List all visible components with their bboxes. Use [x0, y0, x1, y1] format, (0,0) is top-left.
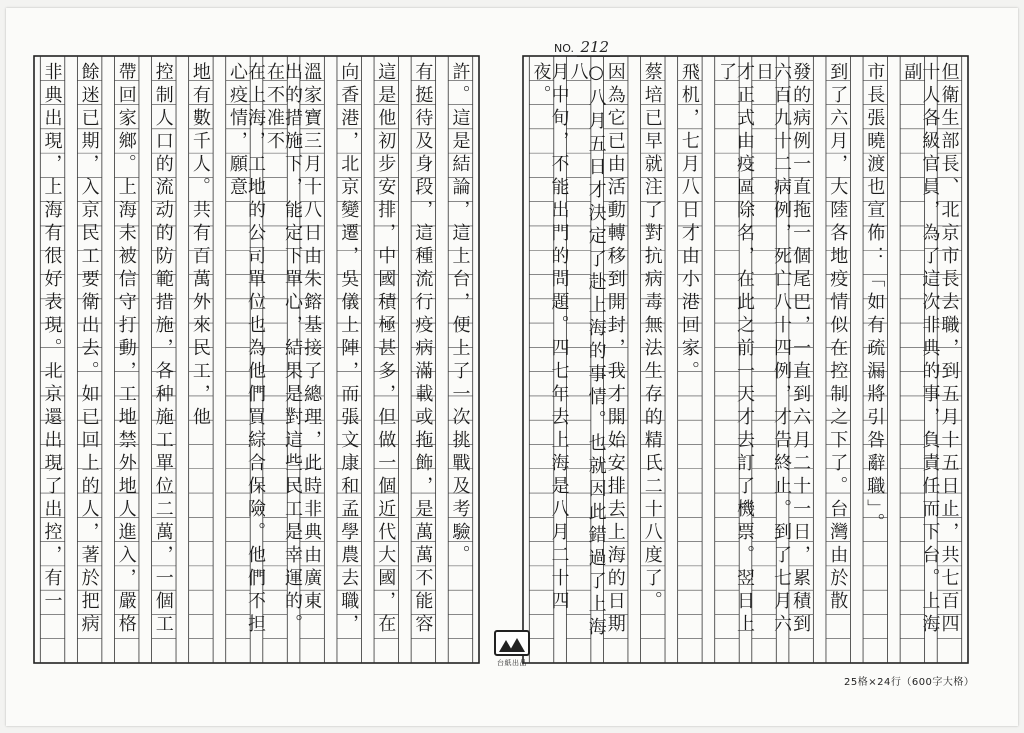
- manuscript-column: 十人各級官員，為了這次非典的事，負責任而下台。上海副: [901, 62, 941, 637]
- manuscript-column: 控制人口的流动的防範措施，各种施工單位二萬，一個工: [152, 62, 174, 637]
- grid-spec-footer: 25格×24行（600字大格）: [844, 677, 975, 688]
- publisher-label: 台紙出品: [497, 659, 527, 667]
- manuscript-column: 因為它已由活動轉移到開封，我才開始安排去上海的日期: [604, 62, 626, 637]
- manuscript-column: 發的病例一直拖一個尾巴，一直到六月二十一日，累積到: [790, 62, 812, 637]
- manuscript-column: 在上海，工地的公司單位也為他們買綜合保險。他們不担心疫情，願意: [226, 62, 266, 637]
- manuscript-column: 到了六月，大陸各地疫情似在控制之下了。台灣由於散: [827, 62, 849, 614]
- manuscript-column: 非典出現，上海有很好表現。北京還出現了出控，有一: [41, 62, 63, 614]
- manuscript-column: 餘迷已期，入京民工要衛出去。如已回上的人，著於把病: [78, 62, 100, 637]
- page-number-value: 212: [577, 38, 620, 57]
- manuscript-column: 這是他初步安排，中國積極甚多，但做一個近代大國，在: [375, 62, 397, 637]
- manuscript-column: 蔡培已早就注了對抗病毒無法生存的精氏二十八度了。: [641, 62, 663, 614]
- manuscript-column: 才正式由疫區除名，在此之前一天才去訂了機票。翌日上了: [715, 62, 755, 637]
- manuscript-column: 地有數千人。共有百萬外來民工，他: [189, 62, 211, 430]
- page-number-label: NO.: [554, 42, 574, 55]
- page-number-field: [554, 38, 620, 57]
- manuscript-column: 出的措施下，能定下單心，結果是對這些民工是幸運的。在不准不: [264, 62, 304, 637]
- manuscript-column: ○八月五日才決定了赴上海的事情。也就因此錯過了上海八: [567, 62, 607, 640]
- publisher-logo: [488, 630, 536, 670]
- manuscript-column: 月中旬，不能出門的問題。四七年去上海是八月二十四夜。: [530, 62, 570, 614]
- manuscript-sheet: [6, 8, 1018, 726]
- manuscript-column: 向香港，北京變遷，吳儀上陣，而張文康和孟學農去職，: [338, 62, 360, 637]
- mountain-logo-icon: [494, 630, 530, 656]
- manuscript-column: 溫家寶三月十八日由朱鎔基接了總理，此時非典由廣東: [301, 62, 323, 614]
- manuscript-column: 帶回家鄉。上海未被信守打動，工地禁外地人進入，嚴格: [115, 62, 137, 637]
- manuscript-column: 飛机，七月八日才由小港回家。: [678, 62, 700, 384]
- manuscript-column: 市長張曉渡也宣佈：「如有疏漏將引咎辭職」。: [864, 62, 886, 536]
- manuscript-column: 但衛生部長、北京市長去職，到五月十五日止，共七百四: [938, 62, 960, 637]
- manuscript-column: 六百九十二病例，死亡八十四例，才告終止。到了七月六日: [753, 62, 793, 637]
- manuscript-column: 有挺待及身段，這種流行疫病滿載或拖飾，是萬萬不能容: [412, 62, 434, 637]
- manuscript-column: 許。這是結論，這上台，便上了一次挑戰及考驗。: [449, 62, 471, 568]
